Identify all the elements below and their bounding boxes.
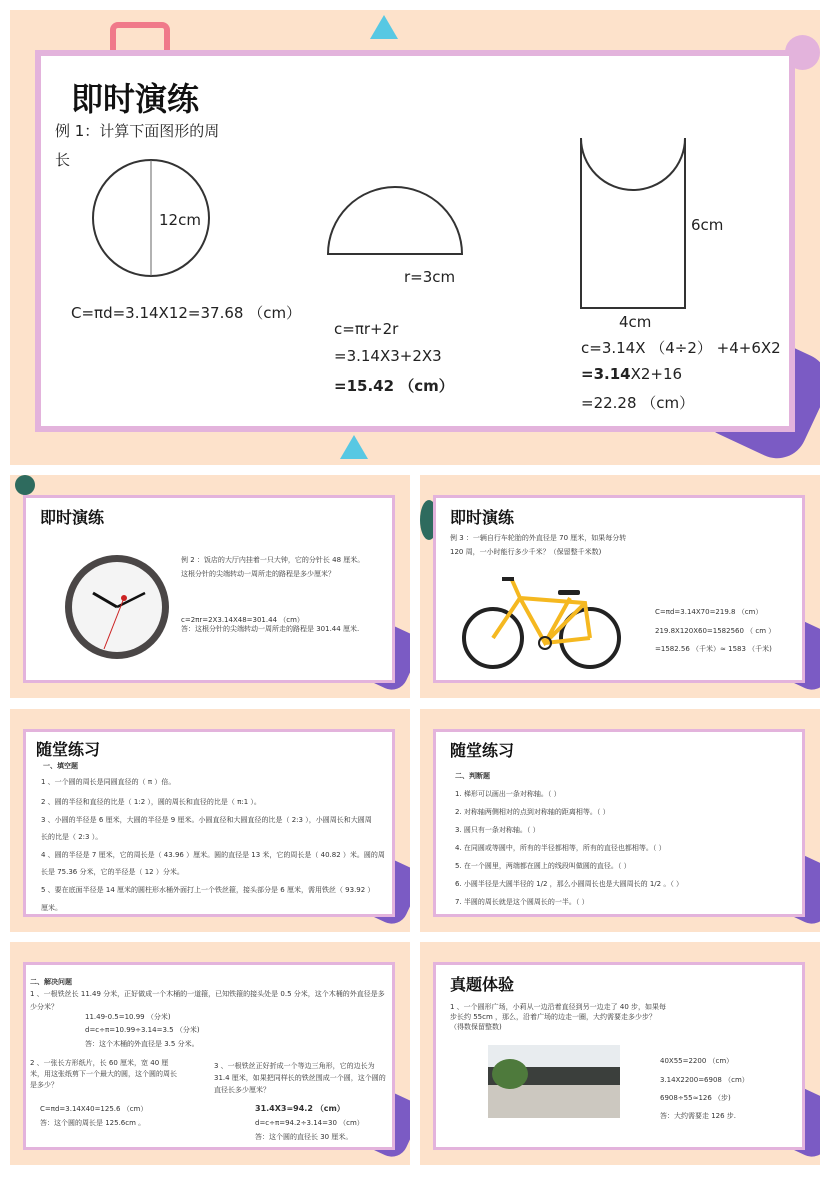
question-line: 长 (55, 151, 71, 169)
circle-formula: C=πd=3.14X12=37.68 （cm） (71, 304, 302, 322)
slide-2[interactable] (10, 475, 410, 698)
question-line: 长是 75.36 分米，它的半径是（ 12 ）分米。 (41, 868, 184, 876)
content-card (23, 962, 395, 1150)
question-line: 5 、要在底面半径是 14 厘米的圆柱形水桶外面打上一个铁丝箍，接头部分是 6 厘米，需用铁丝（ 93.92 ） (41, 886, 375, 894)
formula-line (581, 365, 682, 383)
slide-title: 即时演练 (40, 508, 105, 527)
true-false-item: 7. 半圆的周长就是这个圆周长的一半。（ ） (455, 898, 589, 906)
slide-title: 真题体验 (450, 975, 515, 994)
section-heading: 二、判断题 (455, 772, 490, 780)
question-line: 3 、小圆的半径是 6 厘米，大圆的半径是 9 厘米。小圆直径和大圆直径的比是（ 2:3 ），小圆周长和大圆周 (41, 816, 372, 824)
formula-line: c=2πr=2X3.14X48=301.44 （cm） (181, 616, 304, 624)
slide-title: 即时演练 (450, 508, 515, 527)
formula-line: 11.49-0.5=10.99 （分米) (85, 1013, 171, 1021)
rectangle-with-arc-figure (581, 138, 685, 308)
section-heading: 二、解决问题 (30, 978, 72, 986)
true-false-item: 4. 在同圆或等圆中，所有的半径都相等，所有的直径也都相等。（ ） (455, 844, 666, 852)
formula-line: 6908÷55≈126 （步) (660, 1094, 731, 1102)
answer-line: 答：这个木桶的外直径是 3.5 分米。 (85, 1040, 199, 1048)
formula-line: 219.8X120X60=1582560 （ cm ） (655, 627, 776, 635)
true-false-item: 2. 对称轴两侧相对的点到对称轴的距离相等。（ ） (455, 808, 610, 816)
formula-line: C=πd=3.14X70=219.8 （cm） (655, 608, 763, 616)
question-line: 2 、圆的半径和直径的比是（ 1:2 ），圆的周长和直径的比是（ π:1 ）。 (41, 798, 261, 806)
formula-line: 31.4X3=94.2 （cm） (255, 1104, 345, 1113)
answer-line: 答：这个圆的直径长 30 厘米。 (255, 1133, 353, 1141)
question-line: 这根分针的尖端转动一周所走的路程是多少厘米？ (181, 570, 335, 578)
content-card (433, 962, 805, 1150)
true-false-item: 3. 圆只有一条对称轴。（ ） (455, 826, 540, 834)
slide-1[interactable] (10, 10, 820, 465)
slide-title: 随堂练习 (36, 740, 101, 759)
slide-title: 即时演练 (71, 80, 200, 118)
question-line: 厘米。 (41, 904, 62, 912)
question-line: 例 2 ：饭店的大厅内挂着一只大钟，它的分针长 48 厘米。 (181, 556, 365, 564)
question-line: 1 、一个圆的周长是同圆直径的（ π ）倍。 (41, 778, 176, 786)
slide-7[interactable] (420, 942, 820, 1165)
content-card (23, 729, 395, 917)
answer-line: 答：大约需要走 126 步. (660, 1112, 737, 1120)
width-label: 4cm (619, 313, 652, 331)
hexagon-decoration (110, 22, 170, 52)
true-false-item: 5. 在一个圆里，两端都在圆上的线段叫做圆的直径。（ ） (455, 862, 631, 870)
question-line: 例 3 ：一辆自行车轮胎的外直径是 70 厘米，如果每分转 (450, 534, 627, 542)
slide-4[interactable] (10, 709, 410, 932)
question-line: 长的比是（ 2:3 ）。 (41, 833, 103, 841)
true-false-item: 1. 梯形可以画出一条对称轴。（ ） (455, 790, 561, 798)
formula-line: c=3.14X （4÷2） +4+6X2 (581, 339, 781, 357)
triangle-decoration (340, 435, 368, 459)
true-false-item: 6. 小圆半径是大圆半径的 1/2 ，那么小圆周长也是大圆周长的 1/2 。（ ） (455, 880, 684, 888)
answer-line: 答：这个圆的周长是 125.6cm 。 (40, 1119, 146, 1127)
plaza-photo (488, 1045, 620, 1118)
problem-text: 3 、一根铁丝正好折成一个等边三角形，它的边长为 31.4 厘米，如果把同样长的铁丝围成一个圆，这个圆的直径长多少厘米？ (214, 1062, 386, 1094)
rest-part: X2+16 (630, 365, 683, 383)
question-line: 例 1：计算下面图形的周 (55, 122, 220, 140)
bicycle-image (460, 573, 626, 671)
problem-text: 1 、一根铁丝长 11.49 分米，正好做成一个木桶的一道箍，已知铁箍的接头处是 0.5 分米，这个木桶的外直径是多少分米？ (30, 990, 385, 1011)
circle-label: 12cm (159, 211, 201, 229)
problem-text: 2 、一张长方形纸片，长 60 厘米，宽 40 厘米，用这张纸剪下一个最大的圆，这个圆的周长是多少？ (30, 1059, 177, 1089)
formula-line: 3.14X2200=6908 （cm） (660, 1076, 749, 1084)
formula-line: =3.14X3+2X3 (334, 347, 442, 365)
clock-image (62, 552, 172, 662)
formula-line: =1582.56 （千米）≈ 1583 （千米) (655, 645, 772, 653)
formula-line: d=c÷π=10.99÷3.14=3.5 （分米) (85, 1026, 200, 1034)
semicircle-label: r=3cm (404, 268, 456, 286)
formula-line: d=c÷π=94.2÷3.14=30 （cm） (255, 1119, 364, 1127)
content-card (433, 729, 805, 917)
triangle-decoration (370, 15, 398, 39)
content-card (433, 495, 805, 683)
formula-result: =15.42 （cm） (334, 377, 454, 395)
height-label: 6cm (691, 216, 724, 234)
content-card (35, 50, 795, 432)
question-line: 120 周，一小时能行多少千米？（保留整千米数) (450, 548, 602, 556)
question-text: 1 、一个圆形广场，小莉从一边沿着直径到另一边走了 40 步，如果每步长约 55cm ，那么，沿着广场的边走一圈，大约需要走多少步？（得数保留整数) (450, 1003, 667, 1031)
slide-3[interactable] (420, 475, 820, 698)
answer-line: 答：这根分针的尖端转动一周所走的路程是 301.44 厘米. (181, 625, 360, 633)
content-card (23, 495, 395, 683)
formula-result: =22.28 （cm） (581, 394, 695, 412)
circle-decoration (15, 475, 35, 495)
semicircle-figure (328, 187, 462, 254)
question-line: 4 、圆的半径是 7 厘米，它的周长是（ 43.96 ）厘米。圆的直径是 13 米，它的周长是（ 40.82 ）米。圆的周 (41, 851, 385, 859)
tree (492, 1059, 528, 1089)
formula-line: c=πr+2r (334, 320, 399, 338)
section-heading: 一、填空题 (43, 762, 78, 770)
slide-6[interactable] (10, 942, 410, 1165)
slide-title: 随堂练习 (450, 741, 515, 760)
bold-part: =3.14 (581, 365, 631, 383)
formula-line: 40X55=2200 （cm） (660, 1057, 734, 1065)
slide-5[interactable] (420, 709, 820, 932)
formula-line: C=πd=3.14X40=125.6 （cm） (40, 1105, 148, 1113)
